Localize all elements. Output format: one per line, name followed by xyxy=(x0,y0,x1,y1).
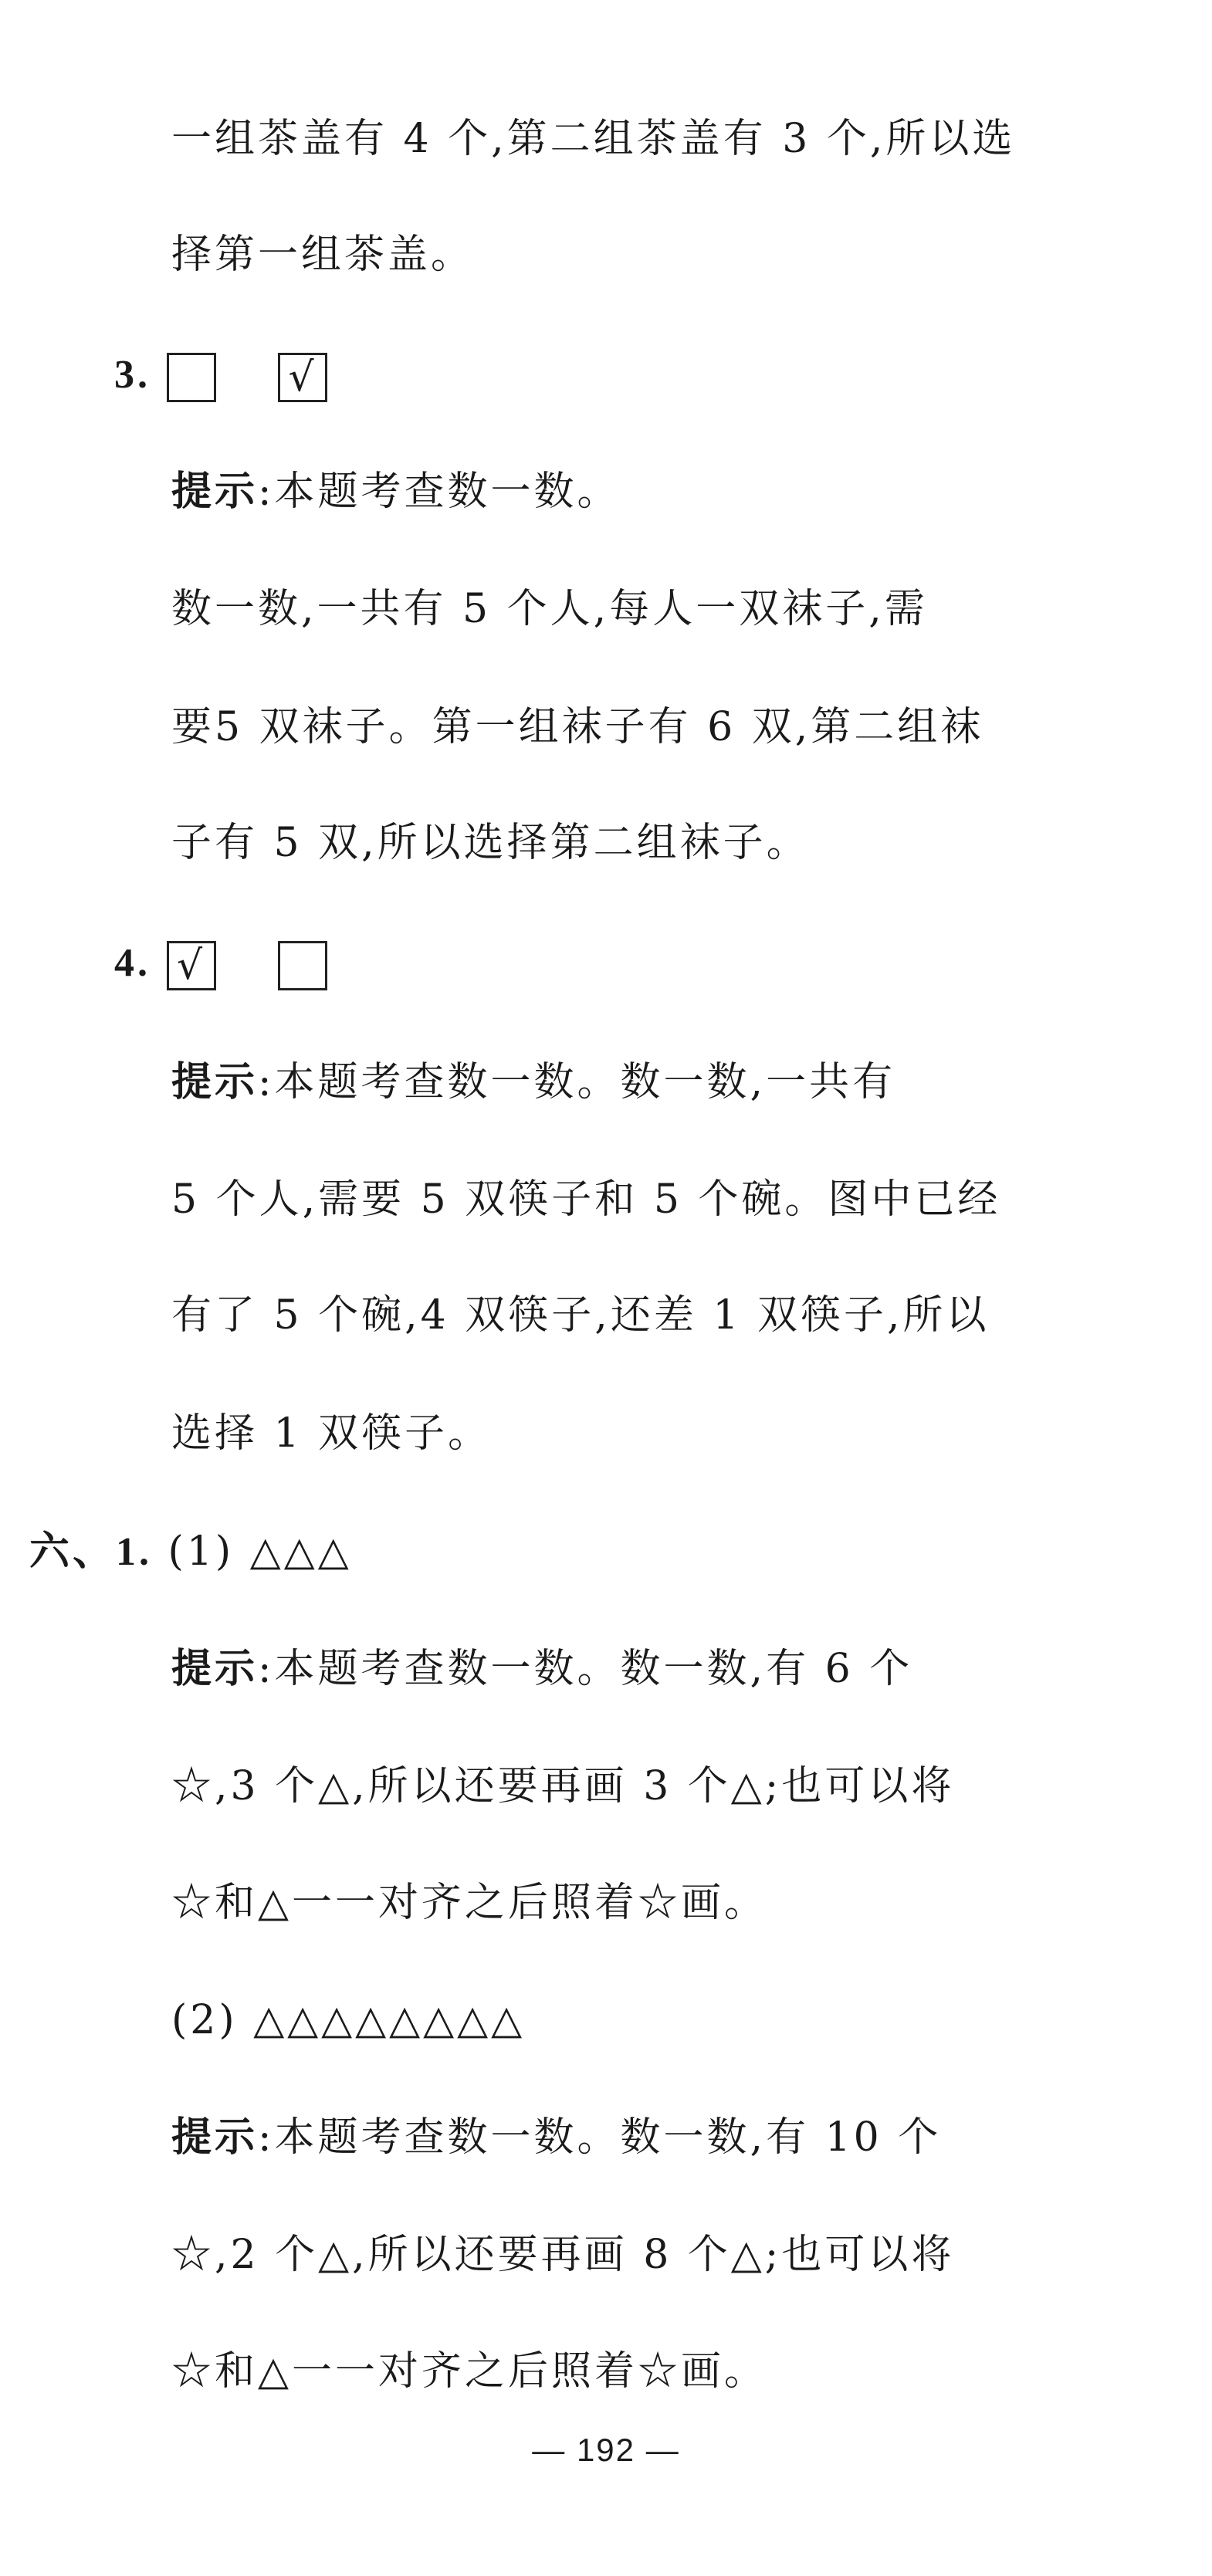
answer-box-checked: √ xyxy=(278,353,327,402)
text-line: 择第一组茶盖。 xyxy=(171,232,475,278)
text-line: ☆,2 个△,所以还要再画 8 个△;也可以将 xyxy=(171,2232,955,2278)
text-line: ☆和△一一对齐之后照着☆画。 xyxy=(171,2348,767,2395)
hint-text: :本题考查数一数。数一数,一共有 xyxy=(258,1059,896,1105)
text-line: 要5 双袜子。第一组袜子有 6 双,第二组袜 xyxy=(171,704,984,750)
text-line: 一组茶盖有 4 个,第二组茶盖有 3 个,所以选 xyxy=(171,116,1016,162)
hint-label: 提示 xyxy=(171,1059,259,1105)
text-line: 5 个人,需要 5 双筷子和 5 个碗。图中已经 xyxy=(171,1176,1001,1223)
text-line: ☆,3 个△,所以还要再画 3 个△;也可以将 xyxy=(171,1763,955,1809)
text-line: 有了 5 个碗,4 双筷子,还差 1 双筷子,所以 xyxy=(171,1292,990,1339)
hint-line xyxy=(171,1058,895,1107)
question-number: 4. xyxy=(114,941,151,985)
hint-text: :本题考查数一数。 xyxy=(258,469,621,515)
text-line: 选择 1 双筷子。 xyxy=(171,1410,492,1457)
question-number: 1. xyxy=(116,1530,153,1574)
answer-box-unchecked xyxy=(278,941,327,990)
text-line: 数一数,一共有 5 个人,每人一双袜子,需 xyxy=(171,586,928,632)
section-prefix: 六、 xyxy=(29,1528,117,1575)
hint-label: 提示 xyxy=(171,469,259,515)
text-line: ☆和△一一对齐之后照着☆画。 xyxy=(171,1880,767,1926)
answer-box-unchecked xyxy=(167,353,216,402)
section-6-heading xyxy=(29,1527,352,1577)
hint-label: 提示 xyxy=(171,1646,259,1692)
hint-line xyxy=(171,1644,912,1694)
hint-text: :本题考查数一数。数一数,有 10 个 xyxy=(258,2114,942,2161)
hint-label: 提示 xyxy=(171,2114,259,2161)
hint-line xyxy=(171,467,621,516)
hint-line xyxy=(171,2113,941,2162)
question-3 xyxy=(114,350,327,402)
text-line: 子有 5 双,所以选择第二组袜子。 xyxy=(171,820,810,866)
sub-answer: (1) △△△ xyxy=(168,1528,352,1575)
answer-box-checked: √ xyxy=(167,941,216,990)
sub-answer: (2) △△△△△△△△ xyxy=(171,1997,526,2043)
question-4 xyxy=(114,938,327,990)
page-number: — 192 — xyxy=(532,2432,680,2468)
question-number: 3. xyxy=(114,353,151,397)
hint-text: :本题考查数一数。数一数,有 6 个 xyxy=(258,1646,913,1692)
